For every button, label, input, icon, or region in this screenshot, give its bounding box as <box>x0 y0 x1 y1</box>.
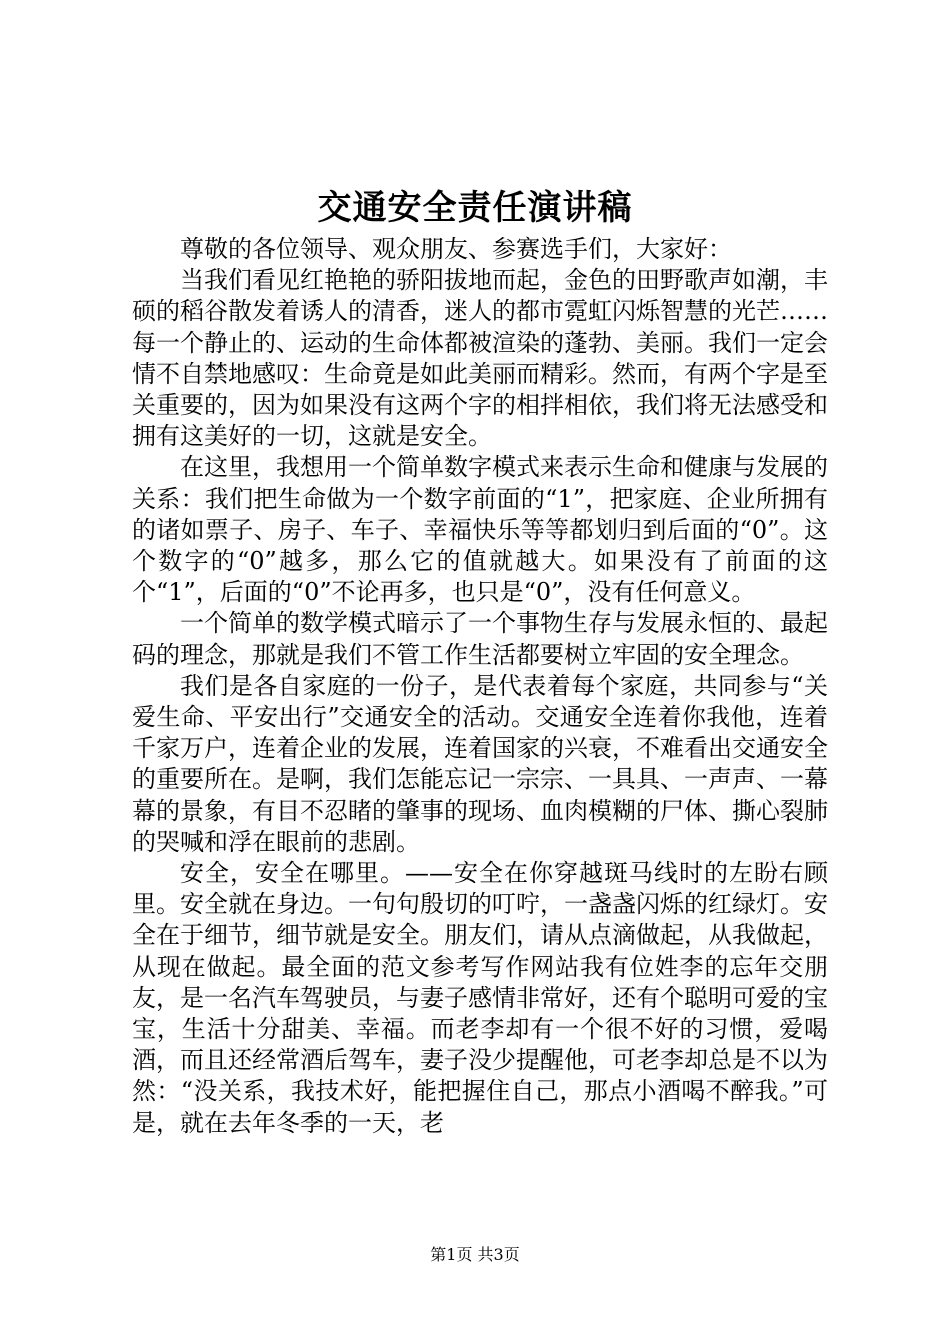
paragraph-greeting: 尊敬的各位领导、观众朋友、参赛选手们，大家好： <box>180 235 732 263</box>
paragraph: 当我们看见红艳艳的骄阳拔地而起，金色的田野歌声如潮，丰硕的稻谷散发着诱人的清香，迷人的都市霓虹闪烁智慧的光芒……每一个静止的、运动的生命体都被渲染的蓬勃、美丽。我们一定会情不自禁地感叹：生命竟是如此美丽而精彩。然而，有两个字是至关重要的，因为如果没有这两个字的相拌相依，我们将无法感受和拥有这美好的一切，这就是安全。 <box>132 266 828 451</box>
paragraph: 一个简单的数学模式暗示了一个事物生存与发展永恒的、最起码的理念，那就是我们不管工作生活都要树立牢固的安全理念。 <box>132 609 828 669</box>
paragraph: 安全，安全在哪里。——安全在你穿越斑马线时的左盼右顾里。安全就在身边。一句句殷切的叮咛，一盏盏闪烁的红绿灯。安全在于细节，细节就是安全。朋友们，请从点滴做起，从我做起，从现在做起。最全面的范文参考写作网站我有位姓李的忘年交朋友，是一名汽车驾驶员，与妻子感情非常好，还有个聪明可爱的宝宝，生活十分甜美、幸福。而老李却有一个很不好的习惯，爱喝酒，而且还经常酒后驾车，妻子没少提醒他，可老李却总是不以为然：“没关系，我技术好，能把握住自己，那点小酒喝不醉我。”可是，就在去年冬季的一天，老 <box>132 859 828 1137</box>
paragraph: 我们是各自家庭的一份子，是代表着每个家庭，共同参与“关爱生命、平安出行”交通安全的活动。交通安全连着你我他，连着千家万户，连着企业的发展，连着国家的兴衰，不难看出交通安全的重要所在。是啊，我们怎能忘记一宗宗、一具具、一声声、一幕幕的景象，有目不忍睹的肇事的现场、血肉模糊的尸体、撕心裂肺的哭喊和浮在眼前的悲剧。 <box>132 671 828 856</box>
paragraph: 在这里，我想用一个简单数字模式来表示生命和健康与发展的关系：我们把生命做为一个数字前面的“1”，把家庭、企业所拥有的诸如票子、房子、车子、幸福快乐等等都划归到后面的“0”。这个数字的“0”越多，那么它的值就越大。如果没有了前面的这个“1”，后面的“0”不论再多，也只是“0”，没有任何意义。 <box>132 453 828 607</box>
document-title: 交通安全责任演讲稿 <box>317 188 633 228</box>
document-body <box>132 234 828 1139</box>
page-number-footer: 第1页 共3页 <box>430 1245 520 1264</box>
